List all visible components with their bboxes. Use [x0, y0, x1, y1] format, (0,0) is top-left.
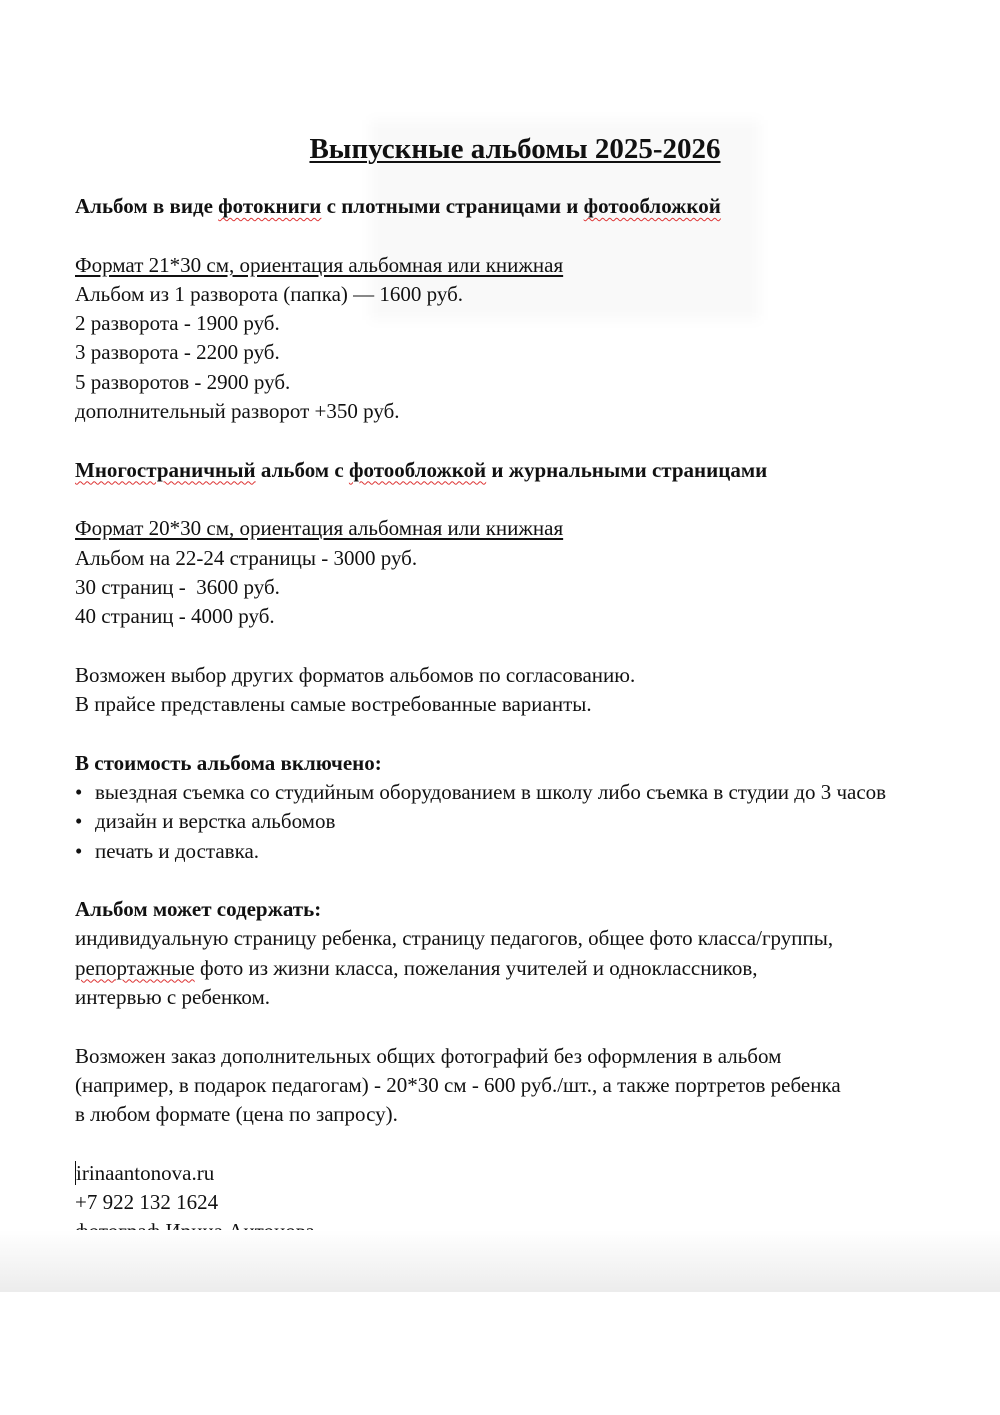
page-title: Выпускные альбомы 2025-2026	[309, 133, 721, 165]
contact-site	[75, 1159, 955, 1188]
contact-phone: +7 922 132 1624	[75, 1190, 219, 1215]
price-line: 5 разворотов - 2900 руб.	[75, 369, 291, 394]
list-item	[75, 807, 955, 836]
spellcheck-word: репортажные	[75, 955, 195, 980]
heading-text: Альбом в виде	[75, 194, 219, 218]
contains-line: интервью с ребенком.	[75, 985, 271, 1010]
contains-line: индивидуальную страницу ребенка, страницу педагогов, общее фото класса/группы,	[75, 926, 834, 951]
document-content	[75, 129, 955, 1247]
heading-text: и журнальными страницами	[486, 457, 768, 482]
section1-heading	[75, 192, 955, 221]
spellcheck-word: Многостраничный	[75, 457, 256, 482]
price-line: дополнительный разворот +350 руб.	[75, 399, 400, 424]
extra-line: в любом формате (цена по запросу).	[75, 1102, 398, 1127]
included-heading: В стоимость альбома включено:	[75, 750, 382, 775]
page-bottom-shadow	[0, 1230, 1000, 1292]
bullet-icon: •	[75, 838, 83, 863]
heading-text: альбом с	[255, 457, 349, 482]
included-list	[75, 778, 955, 866]
price-line: 40 страниц - 4000 руб.	[75, 604, 275, 629]
price-line: Альбом на 22-24 страницы - 3000 руб.	[75, 545, 418, 570]
price-line: Альбом из 1 разворота (папка) — 1600 руб.	[75, 281, 464, 306]
price-line: 2 разворота - 1900 руб.	[75, 311, 280, 336]
spellcheck-word: фотообложкой	[583, 194, 721, 218]
note-line: В прайсе представлены самые востребованные варианты.	[75, 692, 592, 717]
heading-text: с плотными страницами и	[321, 194, 584, 218]
price-line: 30 страниц - 3600 руб.	[75, 574, 280, 599]
note-line: Возможен выбор других форматов альбомов по согласованию.	[75, 662, 636, 687]
contains-heading: Альбом может содержать:	[75, 897, 322, 922]
contains-line	[75, 954, 955, 983]
price-line: 3 разворота - 2200 руб.	[75, 340, 280, 365]
list-item-text: выездная съемка со студийным оборудованием в школу либо съемка в студии до 3 часов	[95, 779, 887, 804]
list-item-text: печать и доставка.	[95, 838, 260, 863]
list-item-text: дизайн и верстка альбомов	[95, 809, 336, 834]
section1-format: Формат 21*30 см, ориентация альбомная или книжная	[75, 252, 564, 277]
contains-text: фото из жизни класса, пожелания учителей и одноклассников,	[194, 955, 758, 980]
extra-line: (например, в подарок педагогам) - 20*30 см - 600 руб./шт., а также портретов ребенка	[75, 1072, 841, 1097]
bullet-icon: •	[75, 809, 83, 834]
list-item	[75, 778, 955, 807]
list-item	[75, 837, 955, 866]
bullet-icon: •	[75, 779, 83, 804]
section2-heading	[75, 456, 955, 485]
blank-area	[0, 1292, 1000, 1415]
site-text: irinaantonova.ru	[76, 1160, 215, 1185]
section2-format: Формат 20*30 см, ориентация альбомная или книжная	[75, 516, 564, 541]
spellcheck-word: фотообложкой	[348, 457, 487, 482]
extra-line: Возможен заказ дополнительных общих фотографий без оформления в альбом	[75, 1043, 782, 1068]
spellcheck-word: фотокниги	[218, 194, 322, 218]
